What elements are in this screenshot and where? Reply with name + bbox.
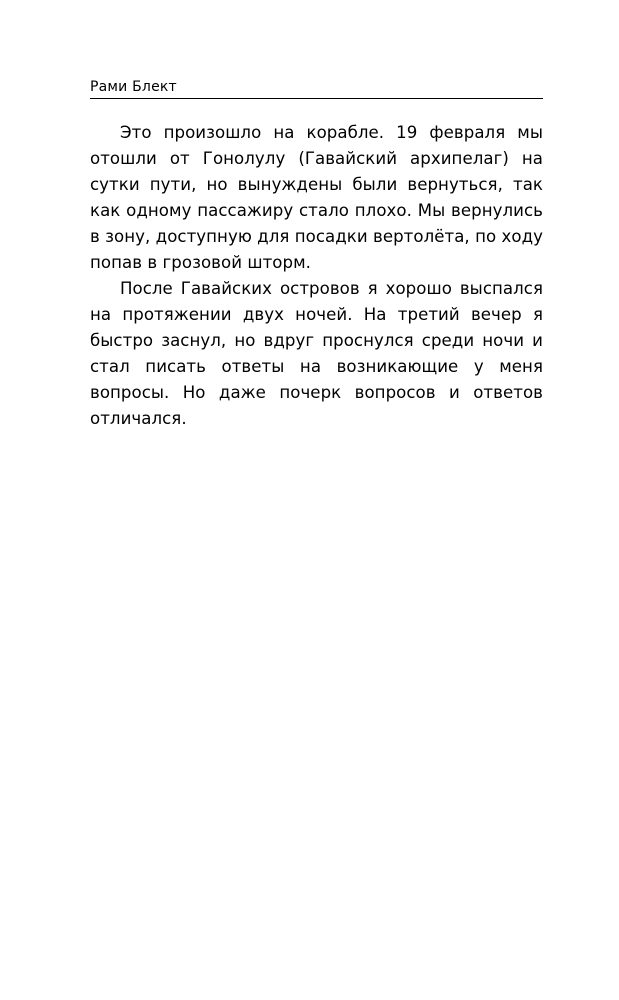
- header-author: Рами Блект: [90, 79, 177, 95]
- running-header: [90, 79, 543, 99]
- header-rule: [90, 98, 543, 99]
- paragraph-1: Это произошло на корабле. 19 февраля мы отошли от Гонолулу (Гавайский архипелаг) на сутки пути, но вынуждены были вернуться, так как одному пассажиру стало плохо. Мы вернулись в зону, доступную для посадки вертолёта, по ходу попав в грозовой шторм.: [90, 123, 543, 272]
- body-text: [90, 120, 543, 432]
- paragraph-2: После Гавайских островов я хорошо выспался на протяжении двух ночей. На третий вечер я быстро заснул, но вдруг проснулся среди ночи и стал писать ответы на возникающие у меня вопросы. Но даже почерк вопросов и ответов отличался.: [90, 279, 543, 428]
